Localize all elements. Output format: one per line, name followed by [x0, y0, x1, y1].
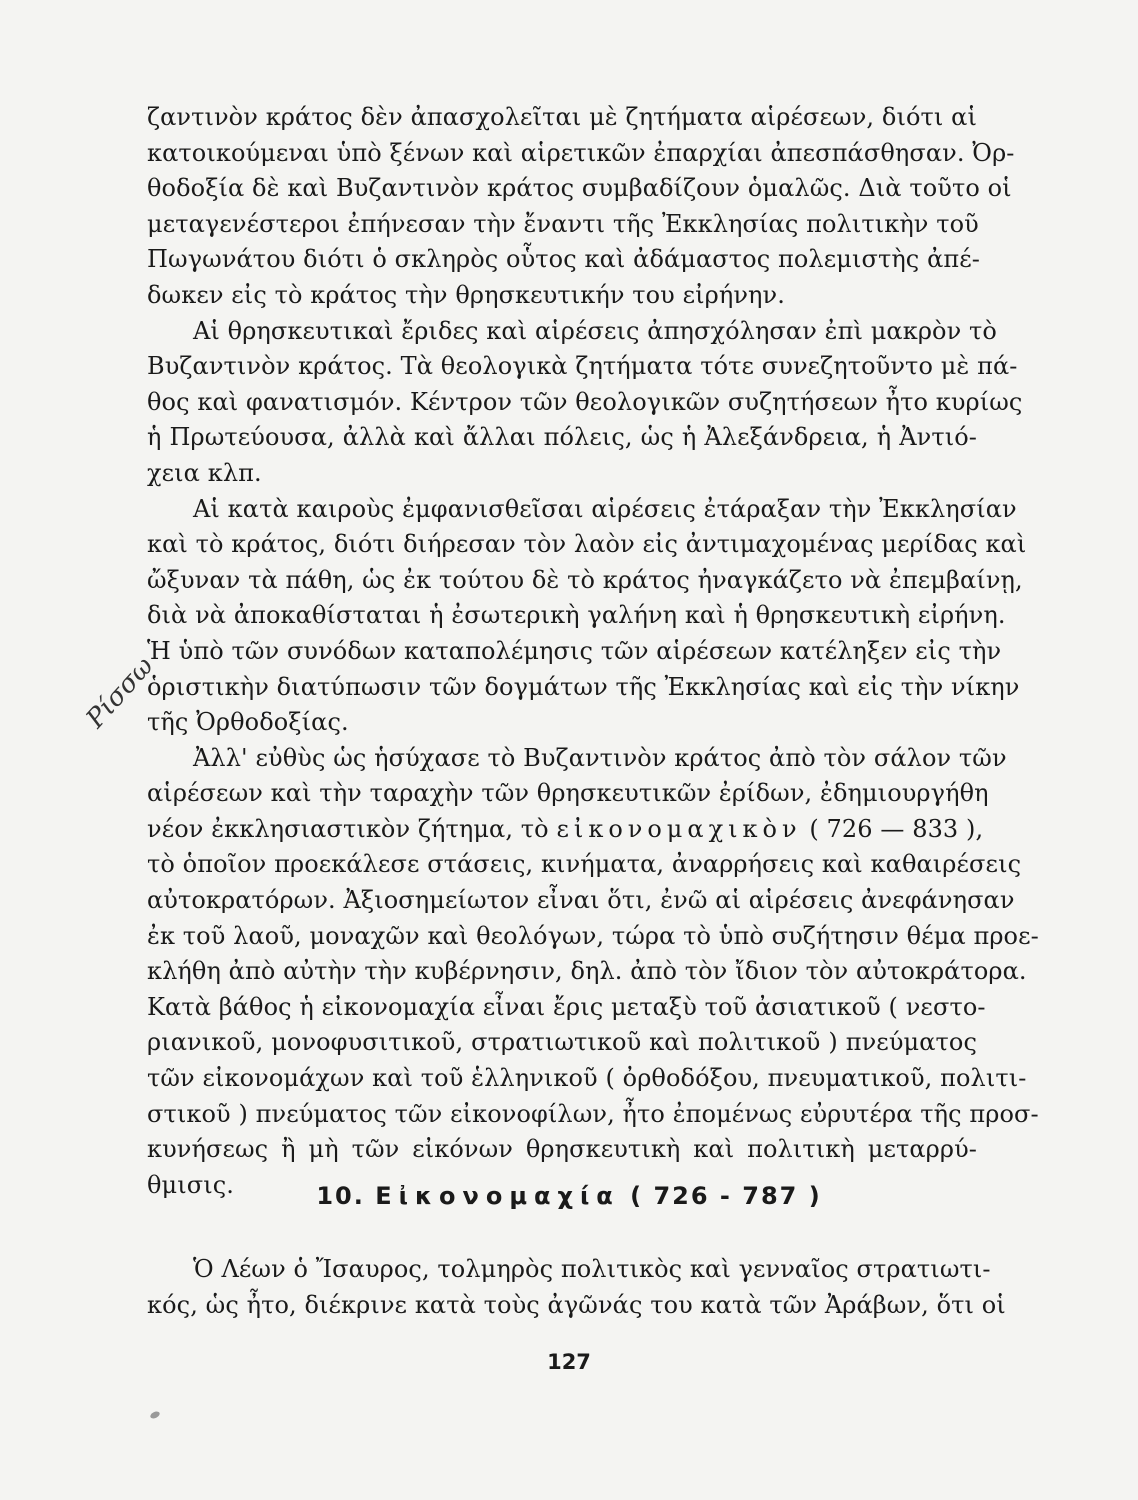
text-line: θμισις. — [147, 1170, 235, 1199]
ink-speck — [149, 1410, 161, 1420]
text-line: κυνήσεως ἢ μὴ τῶν εἰκόνων θρησκευτικὴ καὶ πολιτικὴ μεταρρύ- — [147, 1135, 977, 1164]
text-line: ὤξυναν τὰ πάθη, ὡς ἐκ τούτου δὲ τὸ κράτος ἠναγκάζετο νὰ ἐπεμβαίνῃ, — [147, 565, 1023, 594]
text-line: αὐτοκρατόρων. Ἀξιοσημείωτον εἶναι ὅτι, ἐνῶ αἱ αἱρέσεις ἀνεφάνησαν — [147, 886, 1015, 915]
text-line: ριανικοῦ, μονοφυσιτικοῦ, στρατιωτικοῦ καὶ πολιτικοῦ ) πνεύματος — [147, 1028, 977, 1057]
text-line: διὰ νὰ ἀποκαθίσταται ἡ ἐσωτερικὴ γαλήνη καὶ ἡ θρησκευτικὴ εἰρήνη. — [147, 601, 1006, 630]
spaced-term: εἰκονομαχικὸν — [556, 814, 802, 843]
text-line: Βυζαντινὸν κράτος. Τὰ θεολογικὰ ζητήματα τότε συνεζητοῦντο μὲ πά- — [147, 352, 1018, 381]
text-line: Ἀλλ' εὐθὺς ὡς ἡσύχασε τὸ Βυζαντινὸν κράτος ἀπὸ τὸν σάλον τῶν — [193, 743, 1007, 772]
text-line: Κατὰ βάθος ἡ εἰκονομαχία εἶναι ἔρις μεταξὺ τοῦ ἀσιατικοῦ ( νεστο- — [147, 992, 986, 1021]
page-number: 127 — [547, 1350, 591, 1374]
text-line: χεια κλπ. — [147, 458, 262, 487]
text-line: τὸ ὁποῖον προεκάλεσε στάσεις, κινήματα, ἀναρρήσεις καὶ καθαιρέσεις — [147, 850, 1022, 879]
text-line: Αἱ θρησκευτικαὶ ἔριδες καὶ αἱρέσεις ἀπησχόλησαν ἐπὶ μακρὸν τὸ — [193, 316, 997, 345]
text-segment: νέον ἐκκλησιαστικὸν ζήτημα, τὸ — [147, 814, 557, 843]
text-line: κατοικούμεναι ὑπὸ ξένων καὶ αἱρετικῶν ἐπαρχίαι ἀπεσπάσθησαν. Ὀρ- — [147, 138, 1015, 167]
section-title: Εἰκονομαχία — [375, 1182, 620, 1210]
text-line: θος καὶ φανατισμόν. Κέντρον τῶν θεολογικῶν συζητήσεων ἦτο κυρίως — [147, 387, 1023, 416]
text-line: Αἱ κατὰ καιροὺς ἐμφανισθεῖσαι αἱρέσεις ἐτάραξαν τὴν Ἐκκλησίαν — [193, 494, 1017, 523]
text-line: ἐκ τοῦ λαοῦ, μοναχῶν καὶ θεολόγων, τώρα τὸ ὑπὸ συζήτησιν θέμα προε- — [147, 921, 1039, 950]
section-dates: ( 726 - 787 ) — [630, 1182, 822, 1210]
main-text-block — [147, 100, 1039, 1203]
text-line: ὁριστικὴν διατύπωσιν τῶν δογμάτων τῆς Ἐκκλησίας καὶ εἰς τὴν νίκην — [147, 672, 1020, 701]
text-line-with-spaced-term — [147, 812, 984, 848]
text-line: αἱρέσεων καὶ τὴν ταραχὴν τῶν θρησκευτικῶν ἐρίδων, ἐδημιουργήθη — [147, 779, 989, 808]
text-line: θοδοξία δὲ καὶ Βυζαντινὸν κράτος συμβαδίζουν ὁμαλῶς. Διὰ τοῦτο οἱ — [147, 174, 1012, 203]
text-line: κός, ὡς ἦτο, διέκρινε κατὰ τοὺς ἀγῶνάς του κατὰ τῶν Ἀράβων, ὅτι οἱ — [147, 1290, 1006, 1319]
text-line: τῆς Ὀρθοδοξίας. — [147, 708, 349, 737]
text-line: μεταγενέστεροι ἐπήνεσαν τὴν ἔναντι τῆς Ἐκκλησίας πολιτικὴν τοῦ — [147, 209, 979, 238]
text-line: κλήθη ἀπὸ αὐτὴν τὴν κυβέρνησιν, δηλ. ἀπὸ τὸν ἴδιον τὸν αὐτοκράτορα. — [147, 957, 1027, 986]
text-line: Ἡ ὑπὸ τῶν συνόδων καταπολέμησις τῶν αἱρέσεων κατέληξεν εἰς τὴν — [147, 636, 1002, 665]
section-heading — [0, 1182, 1138, 1210]
text-line: δωκεν εἰς τὸ κράτος τὴν θρησκευτικήν του εἰρήνην. — [147, 280, 785, 309]
text-line: ζαντινὸν κράτος δὲν ἀπασχολεῖται μὲ ζητήματα αἱρέσεων, διότι αἱ — [147, 103, 977, 131]
text-line: τῶν εἰκονομάχων καὶ τοῦ ἑλληνικοῦ ( ὀρθοδόξου, πνευματικοῦ, πολιτι- — [147, 1064, 1027, 1093]
section-text-block — [147, 1252, 1006, 1323]
text-line: στικοῦ ) πνεύματος τῶν εἰκονοφίλων, ἦτο ἐπομένως εὐρυτέρα τῆς προσ- — [147, 1099, 1039, 1128]
section-number: 10. — [316, 1182, 365, 1210]
text-line: Πωγωνάτου διότι ὁ σκληρὸς οὗτος καὶ ἀδάμαστος πολεμιστὴς ἀπέ- — [147, 245, 980, 274]
text-line: ἡ Πρωτεύουσα, ἀλλὰ καὶ ἄλλαι πόλεις, ὡς ἡ Ἀλεξάνδρεια, ἡ Ἀντιό- — [147, 423, 977, 452]
handwritten-margin-note: Ρίσσω — [80, 651, 160, 734]
text-segment: ( 726 — 833 ), — [801, 814, 984, 843]
text-line: καὶ τὸ κράτος, διότι διήρεσαν τὸν λαὸν εἰς ἀντιμαχομένας μερίδας καὶ — [147, 530, 1027, 559]
text-line: Ὁ Λέων ὁ Ἴσαυρος, τολμηρὸς πολιτικὸς καὶ γενναῖος στρατιωτι- — [193, 1255, 991, 1283]
